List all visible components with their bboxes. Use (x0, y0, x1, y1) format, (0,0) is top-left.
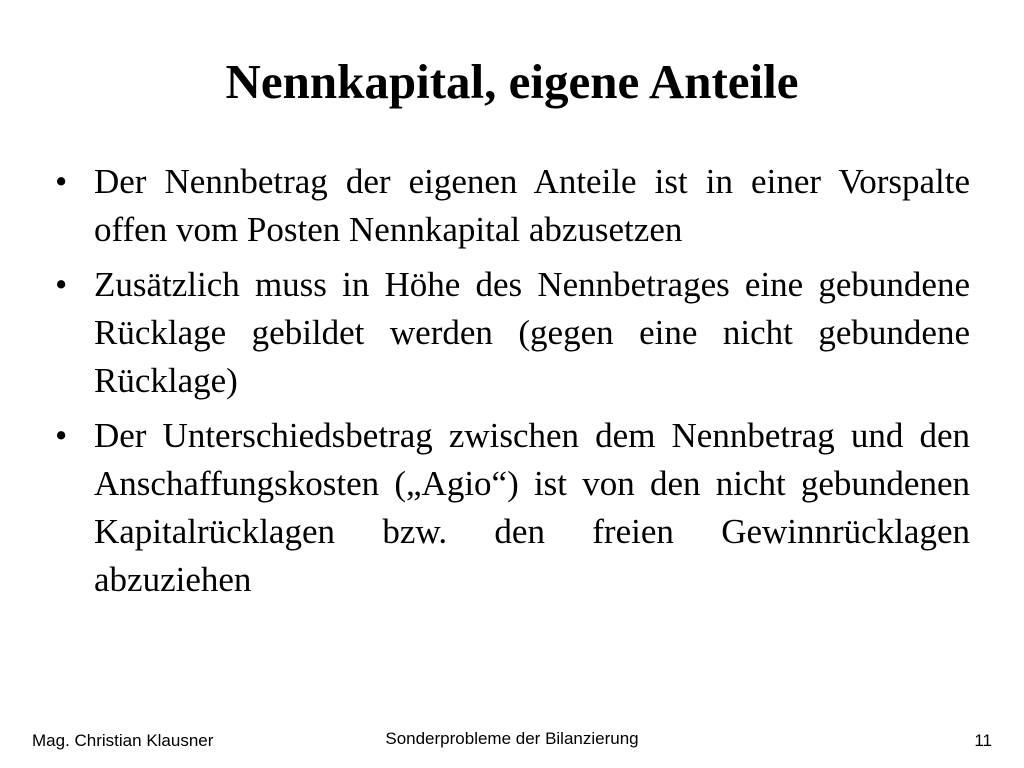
footer-topic: Sonderprobleme der Bilanzierung (385, 729, 639, 748)
bullet-text: Zusätzlich muss in Höhe des Nennbetrages eine gebundene Rücklage gebildet werden (gegen eine nicht gebundene Rücklage) (94, 265, 970, 400)
bullet-list (55, 158, 970, 611)
slide-title: Nennkapital, eigene Anteile (225, 54, 799, 109)
footer-author: Mag. Christian Klausner (32, 731, 214, 750)
page-number: 11 (974, 731, 992, 750)
bullet-text: Der Unterschiedsbetrag zwischen dem Nennbetrag und den Anschaffungskosten („Agio“) ist von den nicht gebundenen Kapitalrücklagen bzw. den freien Gewinnrücklagen abzuziehen (94, 416, 970, 599)
bullet-item (55, 158, 970, 254)
bullet-icon: • (55, 162, 68, 201)
bullet-item (55, 412, 970, 604)
bullet-icon: • (55, 416, 68, 455)
bullet-text: Der Nennbetrag der eigenen Anteile ist in einer Vorspalte offen vom Posten Nennkapital abzusetzen (94, 162, 970, 249)
bullet-icon: • (55, 265, 68, 304)
bullet-item (55, 261, 970, 405)
